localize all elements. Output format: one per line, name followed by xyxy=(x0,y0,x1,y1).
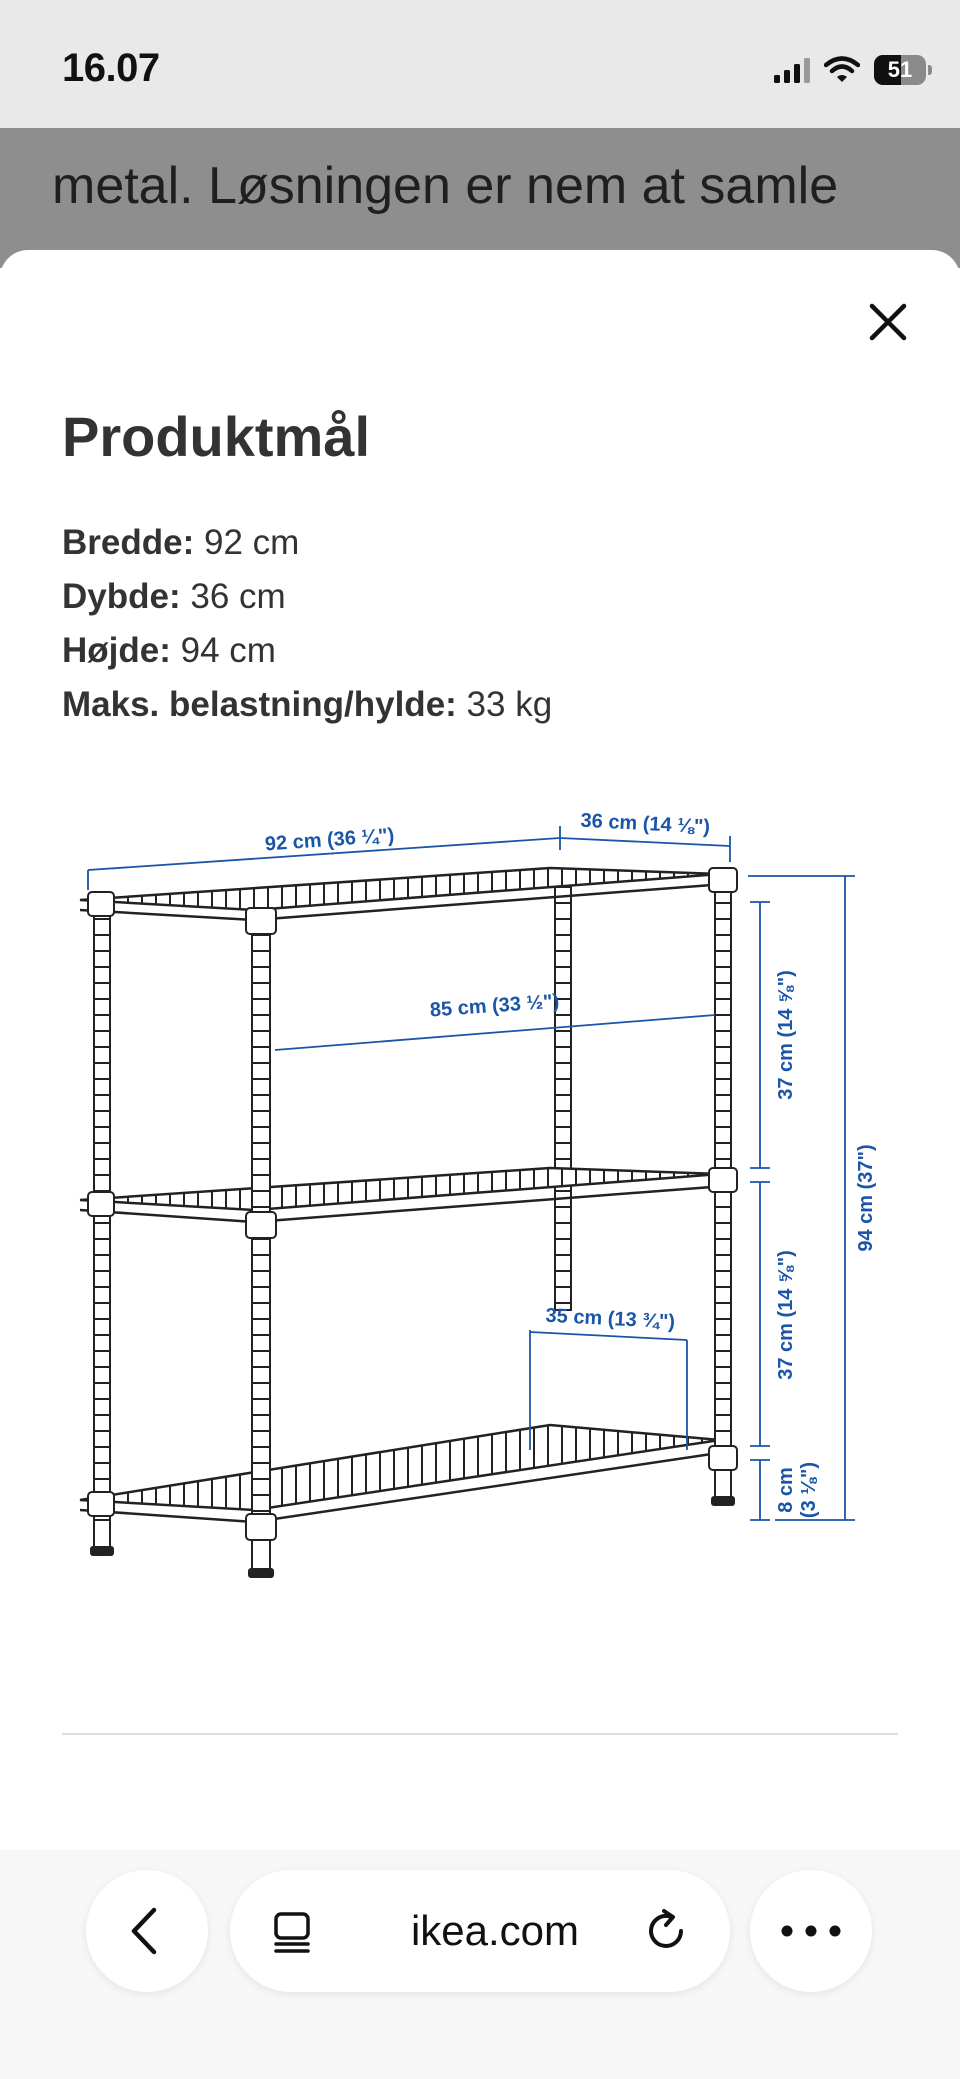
shelf-top xyxy=(80,868,725,920)
status-time: 16.07 xyxy=(62,46,160,90)
chevron-left-icon xyxy=(126,1906,166,1956)
background-page xyxy=(0,128,960,268)
shelf-bottom xyxy=(80,1425,725,1522)
spec-height xyxy=(62,624,552,678)
signal-icon xyxy=(774,57,810,83)
back-post xyxy=(555,870,571,1310)
dim-lower-gap-label: 37 cm (14 ⅝") xyxy=(775,1250,797,1380)
dim-upper-gap-label: 37 cm (14 ⅝") xyxy=(775,970,797,1100)
spec-value: 33 kg xyxy=(466,685,553,724)
spec-list xyxy=(62,516,552,732)
spec-label: Maks. belastning/hylde: xyxy=(62,685,457,724)
back-button[interactable] xyxy=(86,1870,208,1992)
spec-width xyxy=(62,516,552,570)
left-back-post xyxy=(88,892,114,1556)
sheet-title: Produktmål xyxy=(62,405,371,468)
spec-value: 94 cm xyxy=(180,631,276,670)
spec-value: 36 cm xyxy=(190,577,286,616)
url-text[interactable]: ikea.com xyxy=(410,1907,580,1954)
spec-depth xyxy=(62,570,552,624)
dim-inner-depth-label: 35 cm (13 ¾") xyxy=(545,1304,676,1334)
spec-value: 92 cm xyxy=(203,523,300,562)
front-right-post xyxy=(709,868,737,1506)
shelf-dimension-drawing xyxy=(70,790,890,1620)
more-icon xyxy=(781,1925,841,1937)
spec-label: Bredde: xyxy=(62,523,195,562)
wifi-icon xyxy=(824,56,860,84)
spec-label: Højde: xyxy=(62,631,171,670)
battery-level: 51 xyxy=(887,57,913,82)
address-bar[interactable] xyxy=(230,1870,730,1992)
spec-label: Dybde: xyxy=(62,577,181,616)
status-icons xyxy=(774,52,932,88)
dim-foot-height-in-label: (3 ⅛") xyxy=(798,1461,820,1519)
dim-depth-label: 36 cm (14 ⅛") xyxy=(580,809,711,839)
spec-max-load xyxy=(62,678,552,732)
close-icon xyxy=(866,300,910,344)
battery-icon xyxy=(874,55,932,85)
background-page-text: metal. Løsningen er nem at samle xyxy=(52,157,839,215)
dim-width-label: 92 cm (36 ¼") xyxy=(264,824,395,856)
reload-icon[interactable] xyxy=(644,1909,688,1953)
dim-inner-width-label: 85 cm (33 ½") xyxy=(429,990,560,1022)
close-button[interactable] xyxy=(866,300,910,344)
dim-foot-height-cm-label: 8 cm xyxy=(775,1467,797,1513)
shelf-middle xyxy=(80,1168,725,1222)
tabs-icon[interactable] xyxy=(270,1910,314,1954)
dim-total-height-label: 94 cm (37") xyxy=(855,1144,877,1252)
section-divider xyxy=(62,1733,898,1735)
more-button[interactable] xyxy=(750,1870,872,1992)
status-bar xyxy=(0,0,960,128)
